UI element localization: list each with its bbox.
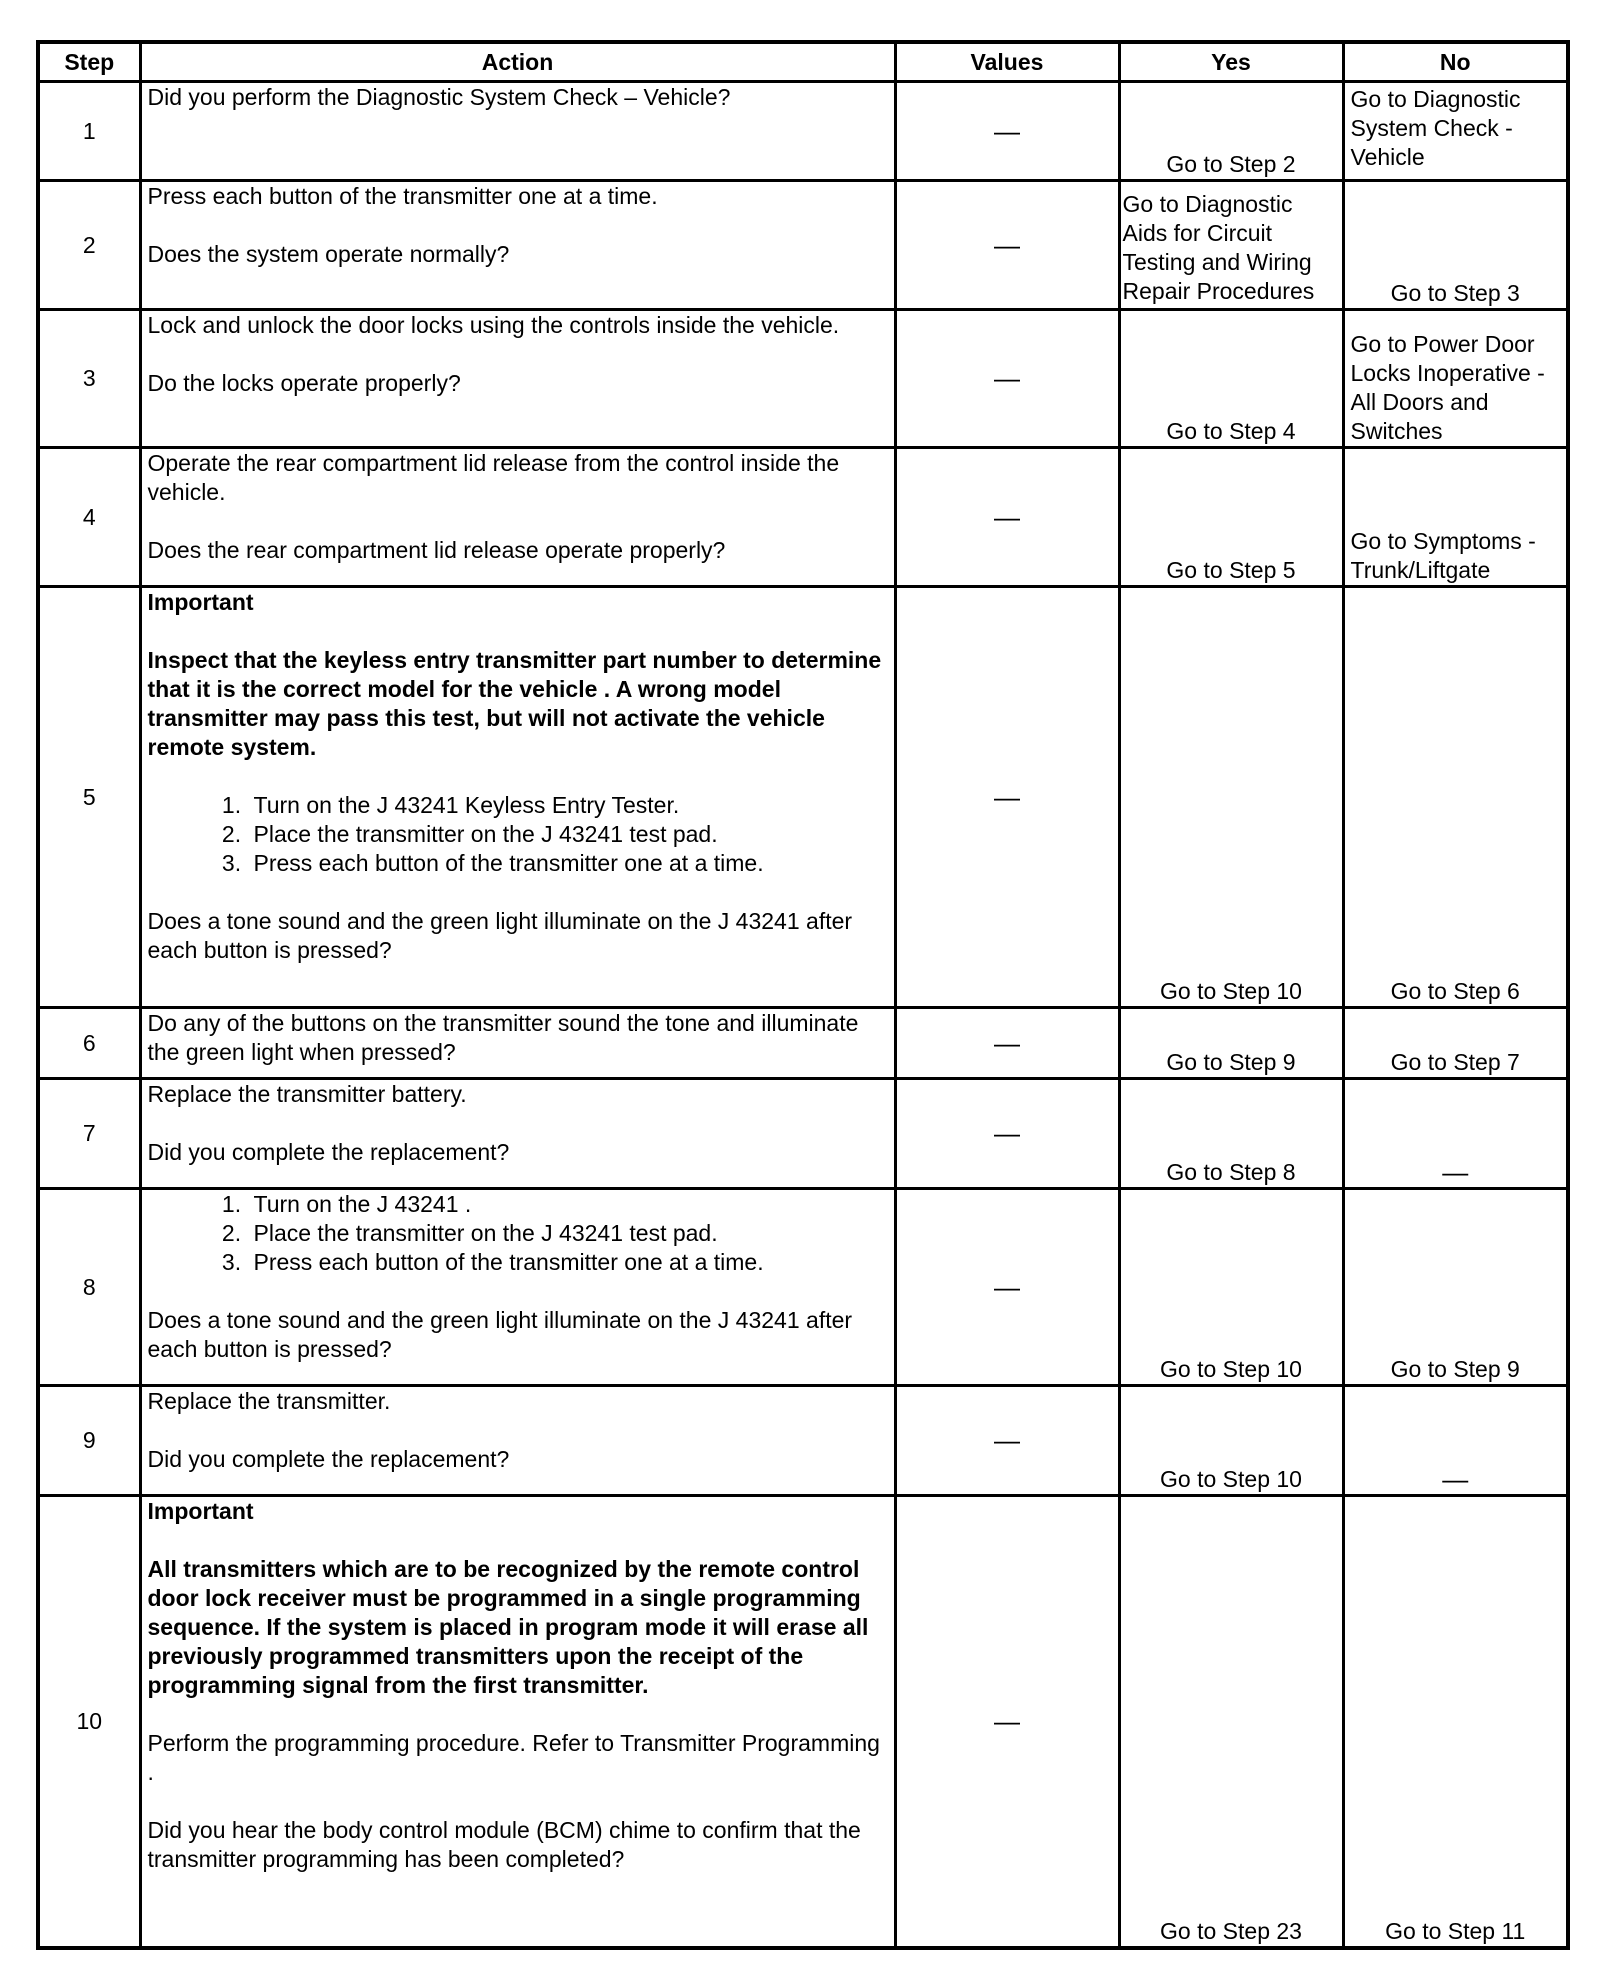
no-cell: — — [1343, 1079, 1568, 1189]
action-question: Does a tone sound and the green light illuminate on the J 43241 after each button is pressed? — [147, 908, 853, 963]
values-cell: — — [895, 1496, 1119, 1949]
no-cell: Go to Step 11 — [1343, 1496, 1568, 1949]
no-cell: Go to Power Door Locks Inoperative - All Doors and Switches — [1343, 310, 1568, 448]
step-number: 3 — [38, 310, 140, 448]
table-row — [38, 310, 1568, 448]
action-text: Did you perform the Diagnostic System Check – Vehicle? — [147, 84, 731, 110]
no-cell: — — [1343, 1386, 1568, 1496]
action-text: Press each button of the transmitter one at a time. — [147, 183, 658, 209]
action-question: Does the rear compartment lid release operate properly? — [147, 537, 726, 563]
important-note: Inspect that the keyless entry transmitter part number to determine that it is the correct model for the vehicle . A wrong model transmitter may pass this test, but will not activate the vehicle remote system. — [147, 647, 882, 760]
yes-cell: Go to Step 23 — [1119, 1496, 1343, 1949]
table-row — [38, 1386, 1568, 1496]
values-cell: — — [895, 181, 1119, 310]
yes-cell: Go to Step 10 — [1119, 1189, 1343, 1386]
step-number: 10 — [38, 1496, 140, 1949]
procedure-list — [148, 791, 888, 878]
list-item: 2. Place the transmitter on the J 43241 test pad. — [248, 1219, 888, 1248]
step-number: 4 — [38, 448, 140, 587]
step-number: 5 — [38, 587, 140, 1008]
action-cell — [140, 82, 895, 181]
values-cell: — — [895, 1008, 1119, 1079]
list-item: 3. Press each button of the transmitter one at a time. — [248, 849, 888, 878]
action-cell — [140, 1496, 895, 1949]
action-question: Did you complete the replacement? — [147, 1446, 510, 1472]
list-item: 3. Press each button of the transmitter one at a time. — [248, 1248, 888, 1277]
yes-cell: Go to Step 8 — [1119, 1079, 1343, 1189]
important-heading: Important — [147, 1498, 254, 1524]
table-row — [38, 1008, 1568, 1079]
yes-cell: Go to Step 10 — [1119, 1386, 1343, 1496]
action-cell — [140, 448, 895, 587]
action-cell — [140, 1189, 895, 1386]
values-cell: — — [895, 310, 1119, 448]
table-row — [38, 181, 1568, 310]
action-text: Lock and unlock the door locks using the controls inside the vehicle. — [147, 312, 840, 338]
header-row — [38, 42, 1568, 82]
values-cell: — — [895, 1386, 1119, 1496]
action-question: Do the locks operate properly? — [147, 370, 461, 396]
yes-cell: Go to Diagnostic Aids for Circuit Testing and Wiring Repair Procedures — [1119, 181, 1343, 310]
no-cell: Go to Diagnostic System Check - Vehicle — [1343, 82, 1568, 181]
header-no: No — [1343, 42, 1568, 82]
important-heading: Important — [147, 589, 254, 615]
action-question: Does a tone sound and the green light illuminate on the J 43241 after each button is pressed? — [147, 1307, 853, 1362]
action-question: Do any of the buttons on the transmitter sound the tone and illuminate the green light when pressed? — [147, 1010, 859, 1065]
procedure-list — [148, 1190, 888, 1277]
values-cell: — — [895, 587, 1119, 1008]
important-note: All transmitters which are to be recognized by the remote control door lock receiver must be programmed in a single programming sequence. If the system is placed in program mode it will erase all previously programmed transmitters upon the receipt of the programming signal from the first transmitter. — [147, 1556, 869, 1698]
action-cell — [140, 587, 895, 1008]
action-text: Perform the programming procedure. Refer to Transmitter Programming . — [147, 1730, 880, 1785]
header-values: Values — [895, 42, 1119, 82]
action-text: Replace the transmitter battery. — [147, 1081, 467, 1107]
no-cell: Go to Symptoms - Trunk/Liftgate — [1343, 448, 1568, 587]
action-cell — [140, 181, 895, 310]
header-yes: Yes — [1119, 42, 1343, 82]
table-row — [38, 82, 1568, 181]
table-row — [38, 1189, 1568, 1386]
yes-cell: Go to Step 2 — [1119, 82, 1343, 181]
step-number: 9 — [38, 1386, 140, 1496]
action-cell — [140, 1008, 895, 1079]
header-action: Action — [140, 42, 895, 82]
diagnostic-table — [36, 40, 1570, 1950]
values-cell: — — [895, 1189, 1119, 1386]
action-question: Does the system operate normally? — [147, 241, 510, 267]
action-text: Operate the rear compartment lid release from the control inside the vehicle. — [147, 450, 840, 505]
step-number: 1 — [38, 82, 140, 181]
list-item: 1. Turn on the J 43241 . — [248, 1190, 888, 1219]
action-cell — [140, 310, 895, 448]
action-cell — [140, 1079, 895, 1189]
step-number: 2 — [38, 181, 140, 310]
values-cell: — — [895, 448, 1119, 587]
no-cell: Go to Step 9 — [1343, 1189, 1568, 1386]
values-cell: — — [895, 1079, 1119, 1189]
yes-cell: Go to Step 5 — [1119, 448, 1343, 587]
table-row — [38, 1496, 1568, 1949]
step-number: 8 — [38, 1189, 140, 1386]
action-cell — [140, 1386, 895, 1496]
list-item: 2. Place the transmitter on the J 43241 test pad. — [248, 820, 888, 849]
action-question: Did you hear the body control module (BCM) chime to confirm that the transmitter programming has been completed? — [147, 1817, 861, 1872]
no-cell: Go to Step 6 — [1343, 587, 1568, 1008]
table-row — [38, 448, 1568, 587]
yes-cell: Go to Step 10 — [1119, 587, 1343, 1008]
values-cell: — — [895, 82, 1119, 181]
no-cell: Go to Step 3 — [1343, 181, 1568, 310]
action-question: Did you complete the replacement? — [147, 1139, 510, 1165]
diagnostic-table-page — [36, 40, 1566, 1950]
header-step: Step — [38, 42, 140, 82]
list-item: 1. Turn on the J 43241 Keyless Entry Tester. — [248, 791, 888, 820]
yes-cell: Go to Step 4 — [1119, 310, 1343, 448]
yes-cell: Go to Step 9 — [1119, 1008, 1343, 1079]
action-text: Replace the transmitter. — [147, 1388, 391, 1414]
table-row — [38, 1079, 1568, 1189]
step-number: 7 — [38, 1079, 140, 1189]
step-number: 6 — [38, 1008, 140, 1079]
table-row — [38, 587, 1568, 1008]
no-cell: Go to Step 7 — [1343, 1008, 1568, 1079]
